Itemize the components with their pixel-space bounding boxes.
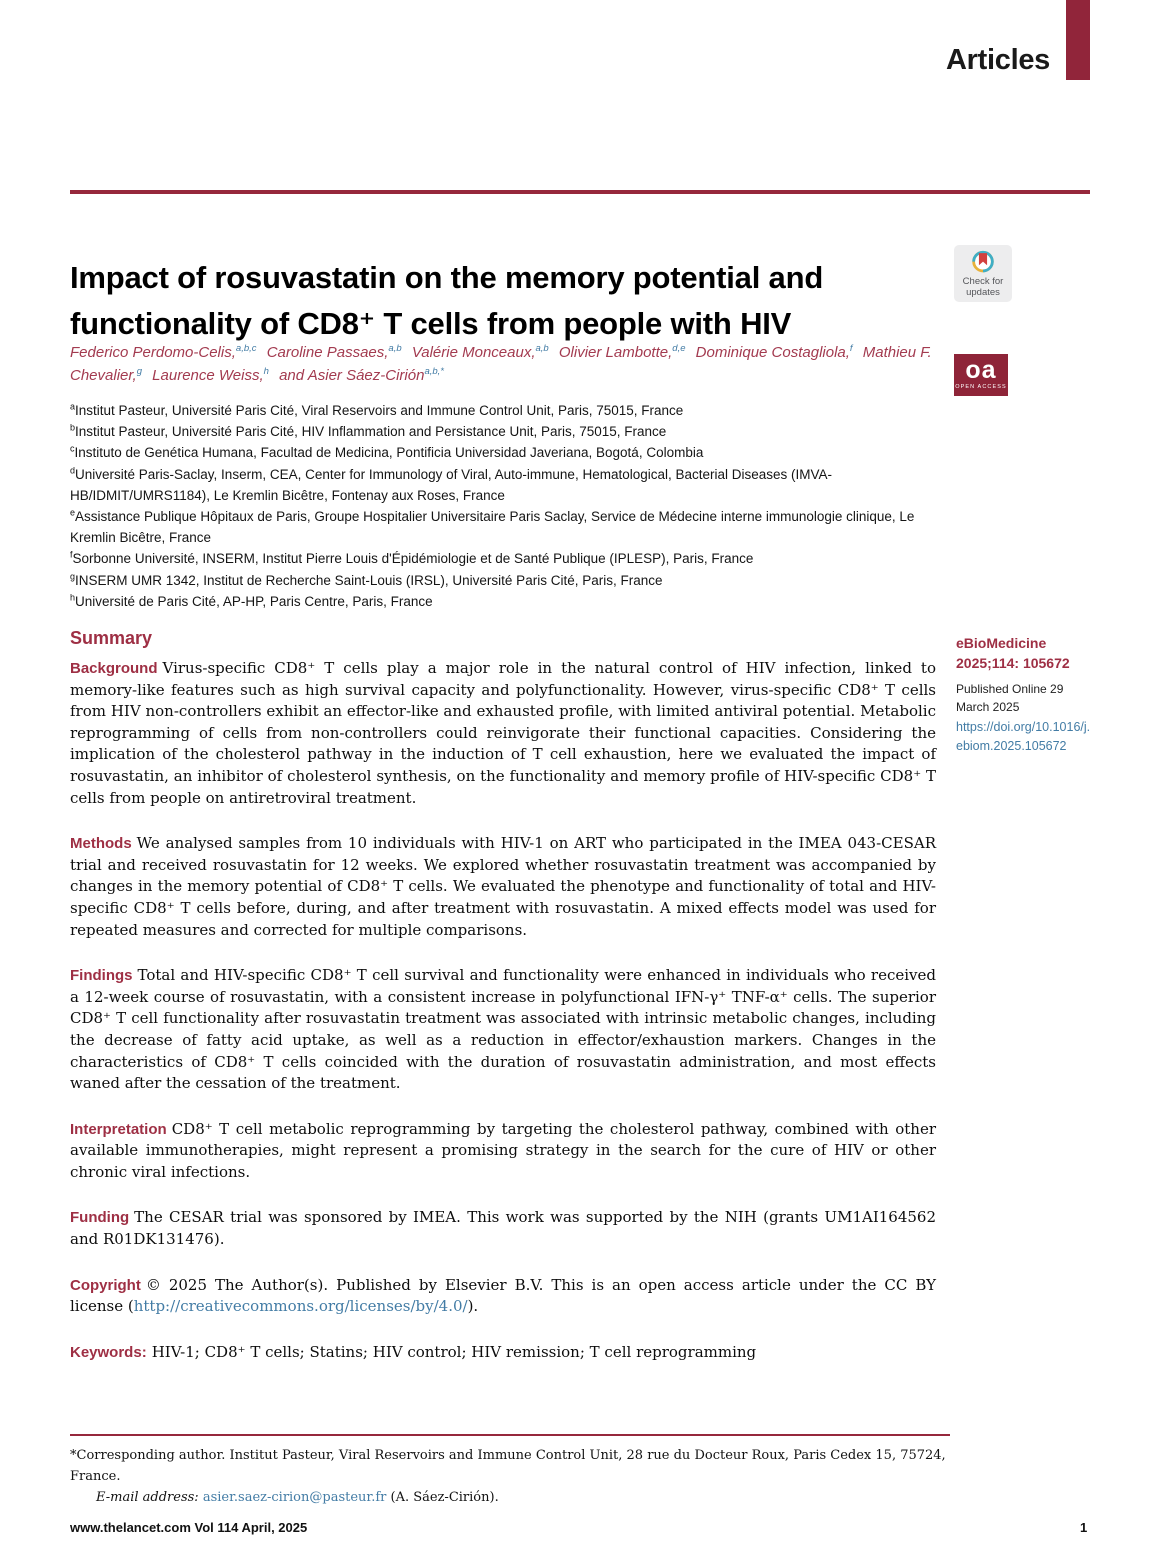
footnote-email-line	[70, 1488, 960, 1509]
author-superscript: d,e	[672, 343, 686, 354]
authors-line	[70, 342, 950, 387]
affiliation-mark: b	[70, 422, 76, 433]
author-superscript: f	[849, 343, 853, 354]
author-name: Laurence Weiss,	[152, 366, 264, 384]
journal-citation: 2025;114: 105672	[956, 654, 1070, 671]
email-label: E-mail address:	[96, 1489, 199, 1505]
journal-doi-link[interactable]: https://doi.org/10.1016/j.ebiom.2025.105672	[956, 720, 1091, 753]
paragraph-label: Background	[70, 660, 158, 677]
journal-published-date: Published Online 29 March 2025	[956, 682, 1064, 715]
affiliation-item	[70, 548, 948, 569]
affiliation-text: Institut Pasteur, Université Paris Cité, Viral Reservoirs and Immune Control Unit, Paris, 75015, France	[75, 403, 684, 418]
footnote-rule	[70, 1434, 950, 1436]
author-name: Federico Perdomo-Celis,	[70, 344, 236, 361]
paragraph-text: CD8⁺ T cell metabolic reprogramming by targeting the cholesterol pathway, combined with other available immunotherapies, might represent a promising strategy in the search for the cure of HIV or other chronic viral infections.	[70, 1119, 936, 1181]
author-name: Mathieu F. Chevalier,	[70, 344, 932, 384]
summary-paragraph-keywords	[70, 1342, 936, 1364]
author-name: Valérie Monceaux,	[411, 344, 536, 361]
author-superscript: a,b	[388, 343, 402, 354]
keywords-text: HIV-1; CD8⁺ T cells; Statins; HIV control; HIV remission; T cell reprogramming	[151, 1342, 757, 1361]
affiliation-mark: e	[70, 507, 76, 518]
cc-by-license-link[interactable]: http://creativecommons.org/licenses/by/4.0/	[133, 1297, 468, 1316]
copyright-text-post: ).	[467, 1297, 479, 1316]
affiliation-mark: c	[70, 443, 75, 454]
author	[696, 344, 853, 361]
journal-info	[956, 634, 1092, 756]
affiliation-mark: g	[70, 571, 76, 581]
summary-paragraph-copyright	[70, 1275, 936, 1318]
affiliation-item	[70, 442, 948, 463]
journal-name: eBioMedicine	[956, 635, 1047, 651]
open-access-badge	[954, 354, 1008, 396]
summary-section	[70, 628, 936, 1387]
affiliation-mark: d	[70, 465, 76, 476]
copyright-text-pre: © 2025 The Author(s). Published by Elsevier B.V. This is an open access article under the CC BY license (	[70, 1275, 936, 1316]
author	[279, 367, 444, 384]
affiliation-item	[70, 421, 948, 442]
affiliation-item	[70, 570, 948, 591]
paragraph-text: The CESAR trial was sponsored by IMEA. This work was supported by the NIH (grants UM1AI164562 and R01DK131476).	[70, 1208, 936, 1249]
page-number: 1	[1080, 1520, 1088, 1535]
author-name: Olivier Lambotte,	[558, 344, 673, 361]
journal-footer: www.thelancet.com Vol 114 April, 2025	[70, 1520, 308, 1535]
summary-paragraph-findings	[70, 965, 936, 1095]
crossmark-icon	[970, 249, 996, 275]
affiliation-text: Université Paris-Saclay, Inserm, CEA, Center for Immunology of Viral, Auto-immune, Hematological, Bacterial Diseases (IMVA-HB/IDMIT/UMRS1184), Le Kremlin Bicêtre, Fontenay aux Roses, France	[70, 466, 833, 503]
affiliation-text: Instituto de Genética Humana, Facultad de Medicina, Pontificia Universidad Javeriana, Bogotá, Colombia	[74, 445, 704, 461]
affiliation-text: INSERM UMR 1342, Institut de Recherche Saint-Louis (IRSL), Université Paris Cité, Paris, France	[75, 572, 663, 588]
affiliation-item	[70, 591, 948, 612]
affiliation-mark: f	[70, 549, 73, 560]
author-superscript: a,b,c	[235, 343, 257, 354]
email-post: (A. Sáez-Cirión).	[386, 1489, 499, 1505]
corresponding-author-footnote	[70, 1446, 960, 1508]
paragraph-label: Funding	[70, 1209, 130, 1227]
header-rule	[70, 190, 1090, 194]
author	[559, 344, 686, 361]
author-name: Caroline Passaes,	[266, 344, 389, 361]
summary-paragraph-background	[70, 658, 936, 809]
affiliation-mark: a	[70, 401, 76, 412]
author	[152, 367, 269, 384]
paragraph-label: Findings	[70, 967, 133, 985]
author	[267, 344, 402, 361]
check-for-updates-badge[interactable]	[954, 245, 1012, 302]
summary-paragraph-interpretation	[70, 1119, 936, 1184]
author-name: and Asier Sáez-Cirión	[279, 366, 425, 384]
crossmark-label: Check for updates	[962, 275, 1004, 298]
paragraph-text: Virus-specific CD8⁺ T cells play a major role in the natural control of HIV infection, linked to memory-like features such as high survival capacity and polyfunctionality. However, virus-specific CD8⁺ T cells from HIV non-controllers exhibit an effector-like and exhausted profile, with limited antiviral potential. Metabolic reprogramming of cells from non-controllers could reinvigorate their functional capacities. Considering the implication of the cholesterol pathway in the induction of T cell exhaustion, here we evaluated the impact of rosuvastatin, an inhibitor of cholesterol synthesis, on the functionality and memory profile of HIV-specific CD8⁺ T cells from people on antiretroviral treatment.	[70, 659, 936, 807]
author	[412, 344, 549, 361]
author	[70, 344, 257, 361]
summary-paragraph-methods	[70, 833, 936, 941]
keywords-label: Keywords:	[70, 1343, 147, 1361]
footnote-line1: *Corresponding author. Institut Pasteur, Viral Reservoirs and Immune Control Unit, 28 rue du Docteur Roux, Paris Cedex 15, 75724, France.	[70, 1448, 946, 1484]
paragraph-label: Copyright	[70, 1276, 141, 1294]
email-link[interactable]: asier.saez-cirion@pasteur.fr	[202, 1489, 387, 1505]
author-superscript: a,b,*	[424, 365, 444, 377]
paragraph-label: Methods	[70, 835, 132, 853]
summary-paragraph-funding	[70, 1207, 936, 1250]
section-header: Articles	[946, 44, 1050, 76]
affiliations-list	[70, 400, 948, 612]
affiliation-item	[70, 464, 948, 506]
affiliation-text: Sorbonne Université, INSERM, Institut Pierre Louis d'Épidémiologie et de Santé Publique (IPLESP), Paris, France	[72, 551, 754, 567]
affiliation-text: Assistance Publique Hôpitaux de Paris, Groupe Hospitalier Universitaire Paris Saclay, Service de Médecine interne immunologie clinique, Le Kremlin Bicêtre, France	[70, 508, 915, 546]
summary-heading: Summary	[70, 628, 153, 648]
affiliation-mark: h	[70, 592, 76, 603]
paragraph-label: Interpretation	[70, 1120, 167, 1138]
paragraph-text: We analysed samples from 10 individuals with HIV-1 on ART who participated in the IMEA 043-CESAR trial and received rosuvastatin for 12 weeks. We explored whether rosuvastatin treatment was accompanied by changes in the memory potential of CD8⁺ T cells. We evaluated the phenotype and functionality of total and HIV-specific CD8⁺ T cells before, during, and after treatment with rosuvastatin. A mixed effects model was used for repeated measures and corrected for multiple comparisons.	[70, 834, 936, 939]
affiliation-text: Institut Pasteur, Université Paris Cité, HIV Inflammation and Persistance Unit, Paris, 75015, France	[75, 424, 667, 440]
open-access-label: OPEN ACCESS	[955, 384, 1007, 391]
author-superscript: h	[263, 365, 269, 377]
accent-bar	[1066, 0, 1090, 80]
affiliation-item	[70, 506, 948, 548]
affiliation-text: Université de Paris Cité, AP-HP, Paris Centre, Paris, France	[75, 593, 433, 609]
paragraph-text: Total and HIV-specific CD8⁺ T cell survival and functionality were enhanced in individuals who received a 12-week course of rosuvastatin, with a consistent increase in polyfunctional IFN-γ⁺ TNF-α⁺ cells. The superior CD8⁺ T cell functionality after rosuvastatin treatment was associated with intrinsic metabolic changes, including the decrease of fatty acid uptake, as well as a reduction in effector/exhaustion markers. Changes in the characteristics of CD8⁺ T cells coincided with the duration of rosuvastatin administration, and most effects waned after the cessation of the treatment.	[70, 966, 936, 1093]
open-access-abbr: oa	[965, 355, 997, 384]
article-title: Impact of rosuvastatin on the memory potential and functionality of CD8⁺ T cells from people with HIV	[70, 259, 824, 341]
author-name: Dominique Costagliola,	[695, 344, 850, 361]
author-superscript: a,b	[535, 343, 549, 354]
affiliation-item	[70, 400, 948, 421]
author-superscript: g	[136, 365, 142, 377]
